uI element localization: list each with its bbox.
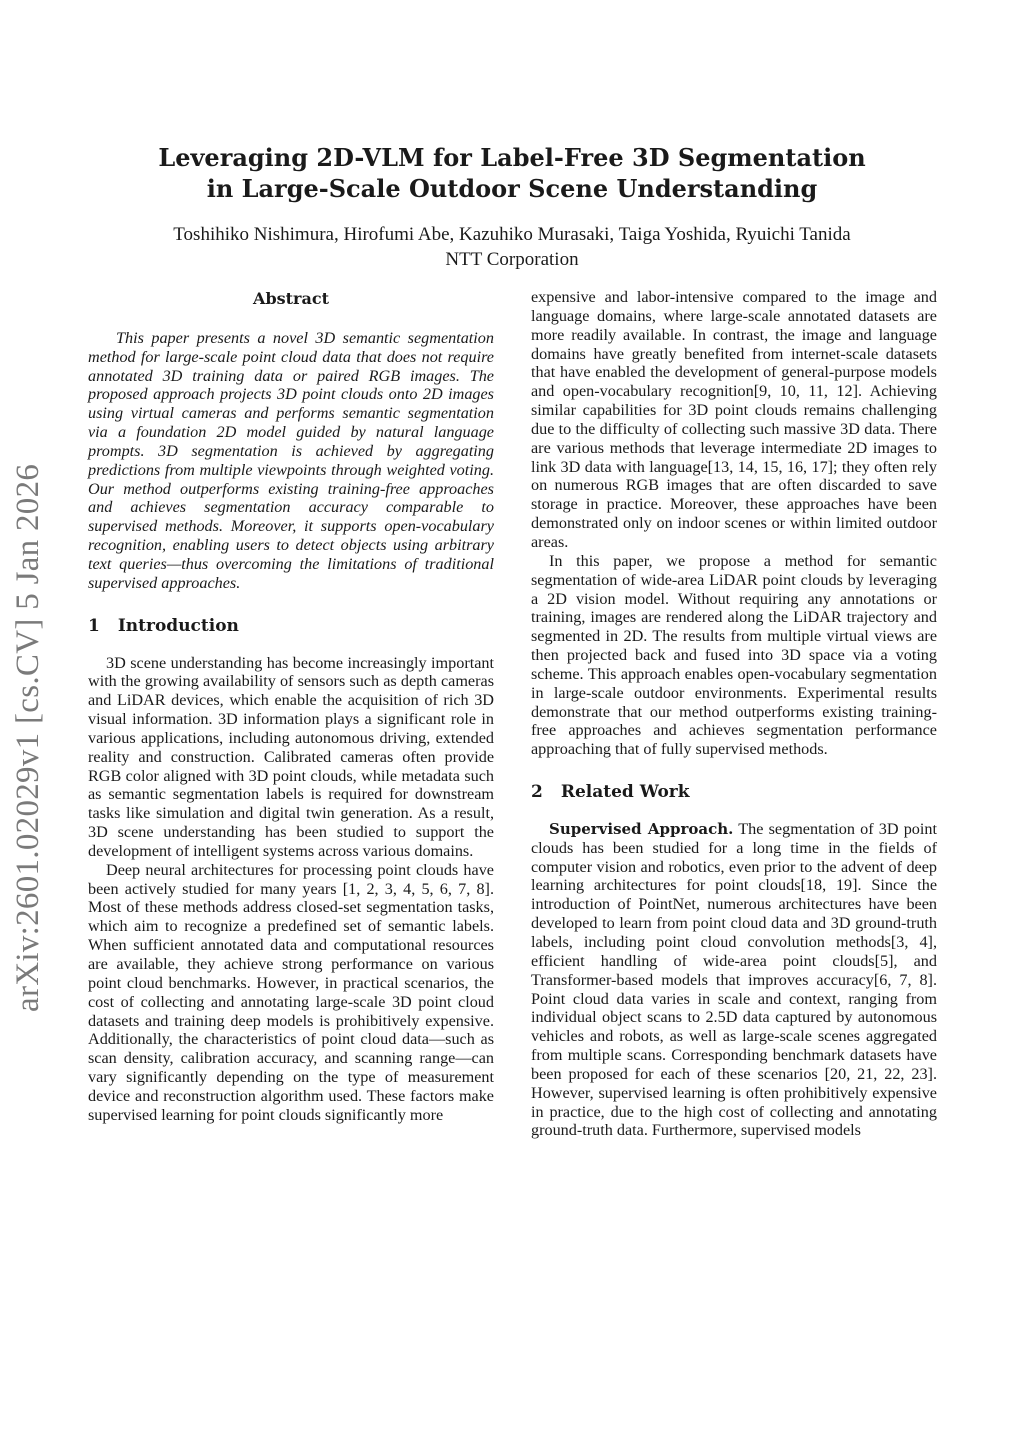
intro-paragraph-3: In this paper, we propose a method for semantic segmentation of wide-area LiDAR point clouds by leveraging a 2D vision model. Without requiring any annotations or training, images are rendered along the LiDAR trajectory and segmented in 2D. The results from multiple virtual views are then projected back and fused into 3D space via a voting scheme. This approach enables open-vocabulary segmentation in large-scale outdoor environments. Experimental results demonstrate that our method outperforms existing training-free approaches and achieves segmentation performance approaching that of fully supervised methods.: [531, 551, 937, 759]
intro-paragraph-2: Deep neural architectures for processing point clouds have been actively studied for many years [1, 2, 3, 4, 5, 6, 7, 8]. Most of these methods address closed-set segmentation tasks, which aim to recognize a predefined set of semantic labels. When sufficient annotated data and computational resources are available, they achieve strong performance on various point cloud benchmarks. However, in practical scenarios, the cost of collecting and annotating large-scale 3D point cloud datasets and training deep models is prohibitively expensive. Additionally, the characteristics of point cloud data—such as scan density, calibration accuracy, and scanning range—can vary significantly depending on the type of measurement device and reconstruction algorithm used. These factors make supervised learning for point clouds significantly more: [88, 860, 494, 1124]
related-paragraph-1: [531, 820, 937, 1140]
title-line-1: Leveraging 2D-VLM for Label-Free 3D Segmentation: [158, 143, 866, 172]
related-paragraph-text: The segmentation of 3D point clouds has been studied for a long time in the fields of computer vision and robotics, even prior to the advent of deep learning architectures for point clouds[18, 19]. Since the introduction of PointNet, numerous architectures have been developed to learn from point cloud data and 3D ground-truth labels, including point cloud convolution methods[3, 4], efficient handling of wide-area point clouds[5], and Transformer-based models that improves accuracy[6, 7, 8]. Point cloud data varies in scale and context, ranging from individual object scans to 2.5D data captured by autonomous vehicles and robots, as well as large-scale scenes aggregated from multiple scans. Corresponding benchmark datasets have been proposed for each of these scenarios [20, 21, 22, 23]. However, supervised learning is often prohibitively expensive in practice, due to the high cost of collecting and annotating ground-truth data. Furthermore, supervised models: [531, 819, 937, 1140]
author-block: [60, 222, 964, 272]
arxiv-identifier: arXiv:2601.02029v1 [cs.CV] 5 Jan 2026: [10, 463, 46, 1012]
section-number: 2: [531, 782, 543, 803]
intro-paragraph-continued: expensive and labor-intensive compared to the image and language domains, where large-scale annotated datasets are more readily available. In contrast, the image and language domains have greatly benefited from internet-scale datasets that have enabled the development of general-purpose models and open-vocabulary recognition[9, 10, 11, 12]. Achieving similar capabilities for 3D point clouds remains challenging due to the difficulty of collecting such massive 3D data. There are various methods that leverage intermediate 2D images to link 3D data with language[13, 14, 15, 16, 17]; they often rely on numerous RGB images that are often discarded to save storage in practice. Moreover, these approaches have been demonstrated only on indoor scenes or within limited outdoor areas.: [531, 288, 937, 551]
section-introduction-heading: [88, 617, 494, 636]
section-related-work-heading: [531, 783, 937, 802]
paper-title: [100, 142, 924, 204]
runin-heading: Supervised Approach.: [549, 819, 734, 838]
affiliation: NTT Corporation: [445, 249, 579, 270]
section-title: Related Work: [560, 782, 690, 803]
right-column: [531, 288, 937, 1140]
intro-paragraph-1: 3D scene understanding has become increasingly important with the growing availability of sensors such as depth cameras and LiDAR devices, which enable the acquisition of rich 3D visual information. 3D information plays a significant role in various applications, including autonomous driving, extended reality and construction. Calibrated cameras often provide RGB color aligned with 3D point clouds, while metadata such as semantic segmentation labels is required for downstream tasks like simulation and digital twin generation. As a result, 3D scene understanding has been studied to support the development of intelligent systems across various domains.: [88, 653, 494, 860]
left-column: [88, 288, 494, 1125]
abstract-heading: Abstract: [253, 289, 329, 308]
section-number: 1: [88, 615, 100, 636]
title-line-2: in Large-Scale Outdoor Scene Understanding: [206, 174, 818, 203]
author-list: Toshihiko Nishimura, Hirofumi Abe, Kazuhiko Murasaki, Taiga Yoshida, Ryuichi Tanida: [173, 224, 851, 245]
section-title: Introduction: [117, 615, 239, 636]
abstract-paragraph: This paper presents a novel 3D semantic segmentation method for large-scale point cloud data that does not require annotated 3D training data or paired RGB images. The proposed approach projects 3D point clouds onto 2D images using virtual cameras and performs semantic segmentation via a foundation 2D model guided by natural language prompts. 3D segmentation is achieved by aggregating predictions from multiple viewpoints through weighted voting. Our method outperforms existing training-free approaches and achieves segmentation accuracy comparable to supervised methods. Moreover, it supports open-vocabulary recognition, enabling users to detect objects using arbitrary text queries—thus overcoming the limitations of traditional supervised approaches.: [88, 328, 494, 592]
abstract-body: [88, 329, 494, 593]
